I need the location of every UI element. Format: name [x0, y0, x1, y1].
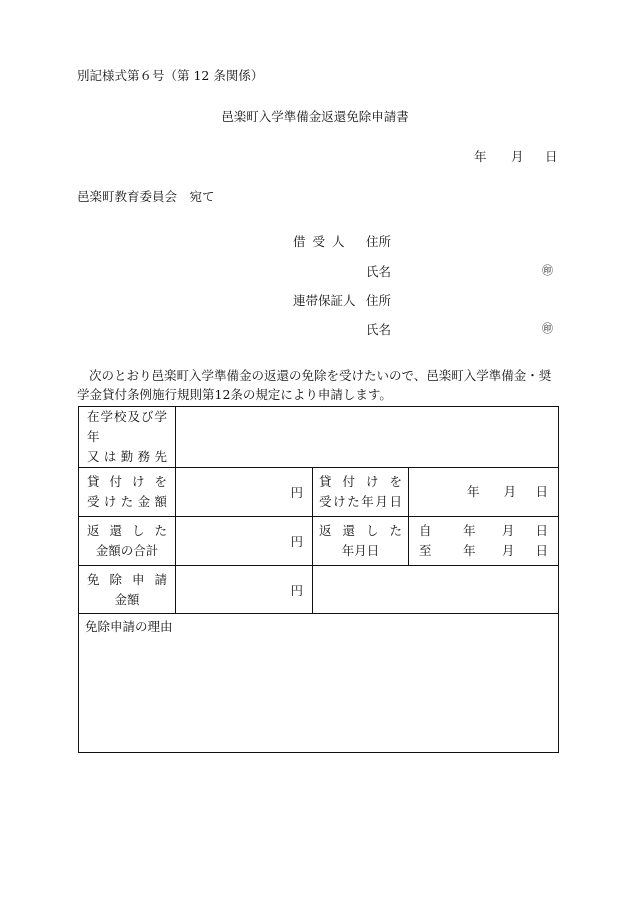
exemption-label-line1: 免除申請: [87, 571, 167, 587]
guarantor-role-label: 連帯保証人: [293, 293, 356, 308]
repaid-total-label-line1: 返還した: [87, 523, 167, 538]
exemption-row: [79, 566, 559, 614]
application-form-table: [78, 406, 559, 753]
reason-row: [79, 614, 559, 753]
school-label-line2: 又は勤務先: [87, 449, 167, 464]
school-input-cell[interactable]: [176, 407, 559, 468]
loan-month-label: 月: [503, 484, 517, 499]
to-label: 至: [419, 543, 432, 558]
repaid-total-input-cell[interactable]: [176, 518, 313, 567]
loan-amount-label-line1: 貸付けを: [87, 474, 167, 489]
borrower-role-label: 借受人: [293, 234, 352, 249]
yen-unit: 円: [290, 485, 303, 500]
repaid-date-label-line2: 年月日: [341, 543, 380, 558]
yen-unit: 円: [290, 534, 303, 549]
from-year-label: 年: [463, 523, 476, 538]
borrower-seal-mark: ㊞: [542, 264, 553, 277]
guarantor-seal-mark: ㊞: [542, 322, 553, 335]
borrower-name-label: 氏名: [366, 264, 392, 279]
loan-date-input-cell[interactable]: [409, 468, 559, 517]
to-day-label: 日: [535, 543, 548, 558]
repaid-date-input-cell[interactable]: [409, 517, 559, 566]
school-label-cell: [79, 407, 176, 468]
repaid-row: [79, 517, 559, 566]
loan-amount-input-cell[interactable]: [176, 469, 313, 518]
exemption-amount-input-cell[interactable]: [176, 567, 313, 615]
loan-day-label: 日: [535, 484, 549, 499]
repaid-total-label-line2: 金額の合計: [95, 543, 159, 558]
loan-year-label: 年: [467, 484, 480, 499]
to-year-label: 年: [463, 543, 476, 558]
loan-date-label-cell: [313, 468, 409, 517]
guarantor-name-label: 氏名: [366, 322, 392, 337]
date-day-label: 日: [545, 149, 558, 164]
loan-amount-label-line2: 受けた金額: [87, 494, 167, 509]
guarantor-address-label: 住所: [366, 293, 392, 308]
reason-input-cell[interactable]: [79, 614, 559, 753]
from-label: 自: [419, 523, 432, 538]
reason-label: 免除申請の理由: [85, 619, 173, 634]
date-month-label: 月: [511, 149, 524, 164]
document-title: 邑楽町入学準備金返還免除申請書: [221, 109, 409, 124]
school-row: [79, 407, 559, 468]
repaid-date-label-cell: [313, 517, 409, 566]
borrower-address-label: 住所: [366, 234, 392, 249]
repaid-total-label-cell: [79, 517, 176, 566]
yen-unit: 円: [290, 582, 303, 598]
school-label-line1: 在学校及び学年: [87, 409, 167, 444]
form-number: 別記様式第６号（第 12 条関係）: [77, 68, 264, 83]
loan-row: [79, 468, 559, 517]
exemption-label-line2: 金額: [114, 591, 140, 607]
application-statement: 次のとおり邑楽町入学準備金の返還の免除を受けたいので、邑楽町入学準備金・奨学金貸付条例施行規則第12条の規定により申請します。: [77, 368, 552, 402]
repaid-date-label-line1: 返還した: [319, 523, 402, 538]
addressee: 邑楽町教育委員会 宛て: [77, 189, 215, 204]
exemption-blank-cell: [313, 566, 559, 614]
date-year-label: 年: [474, 149, 487, 164]
from-month-label: 月: [501, 523, 515, 538]
loan-date-label-line1: 貸付けを: [319, 474, 402, 489]
to-month-label: 月: [501, 543, 515, 558]
loan-date-label-line2: 受けた年月日: [319, 494, 402, 509]
exemption-label-cell: [79, 566, 176, 614]
loan-amount-label-cell: [79, 468, 176, 517]
from-day-label: 日: [535, 523, 548, 538]
